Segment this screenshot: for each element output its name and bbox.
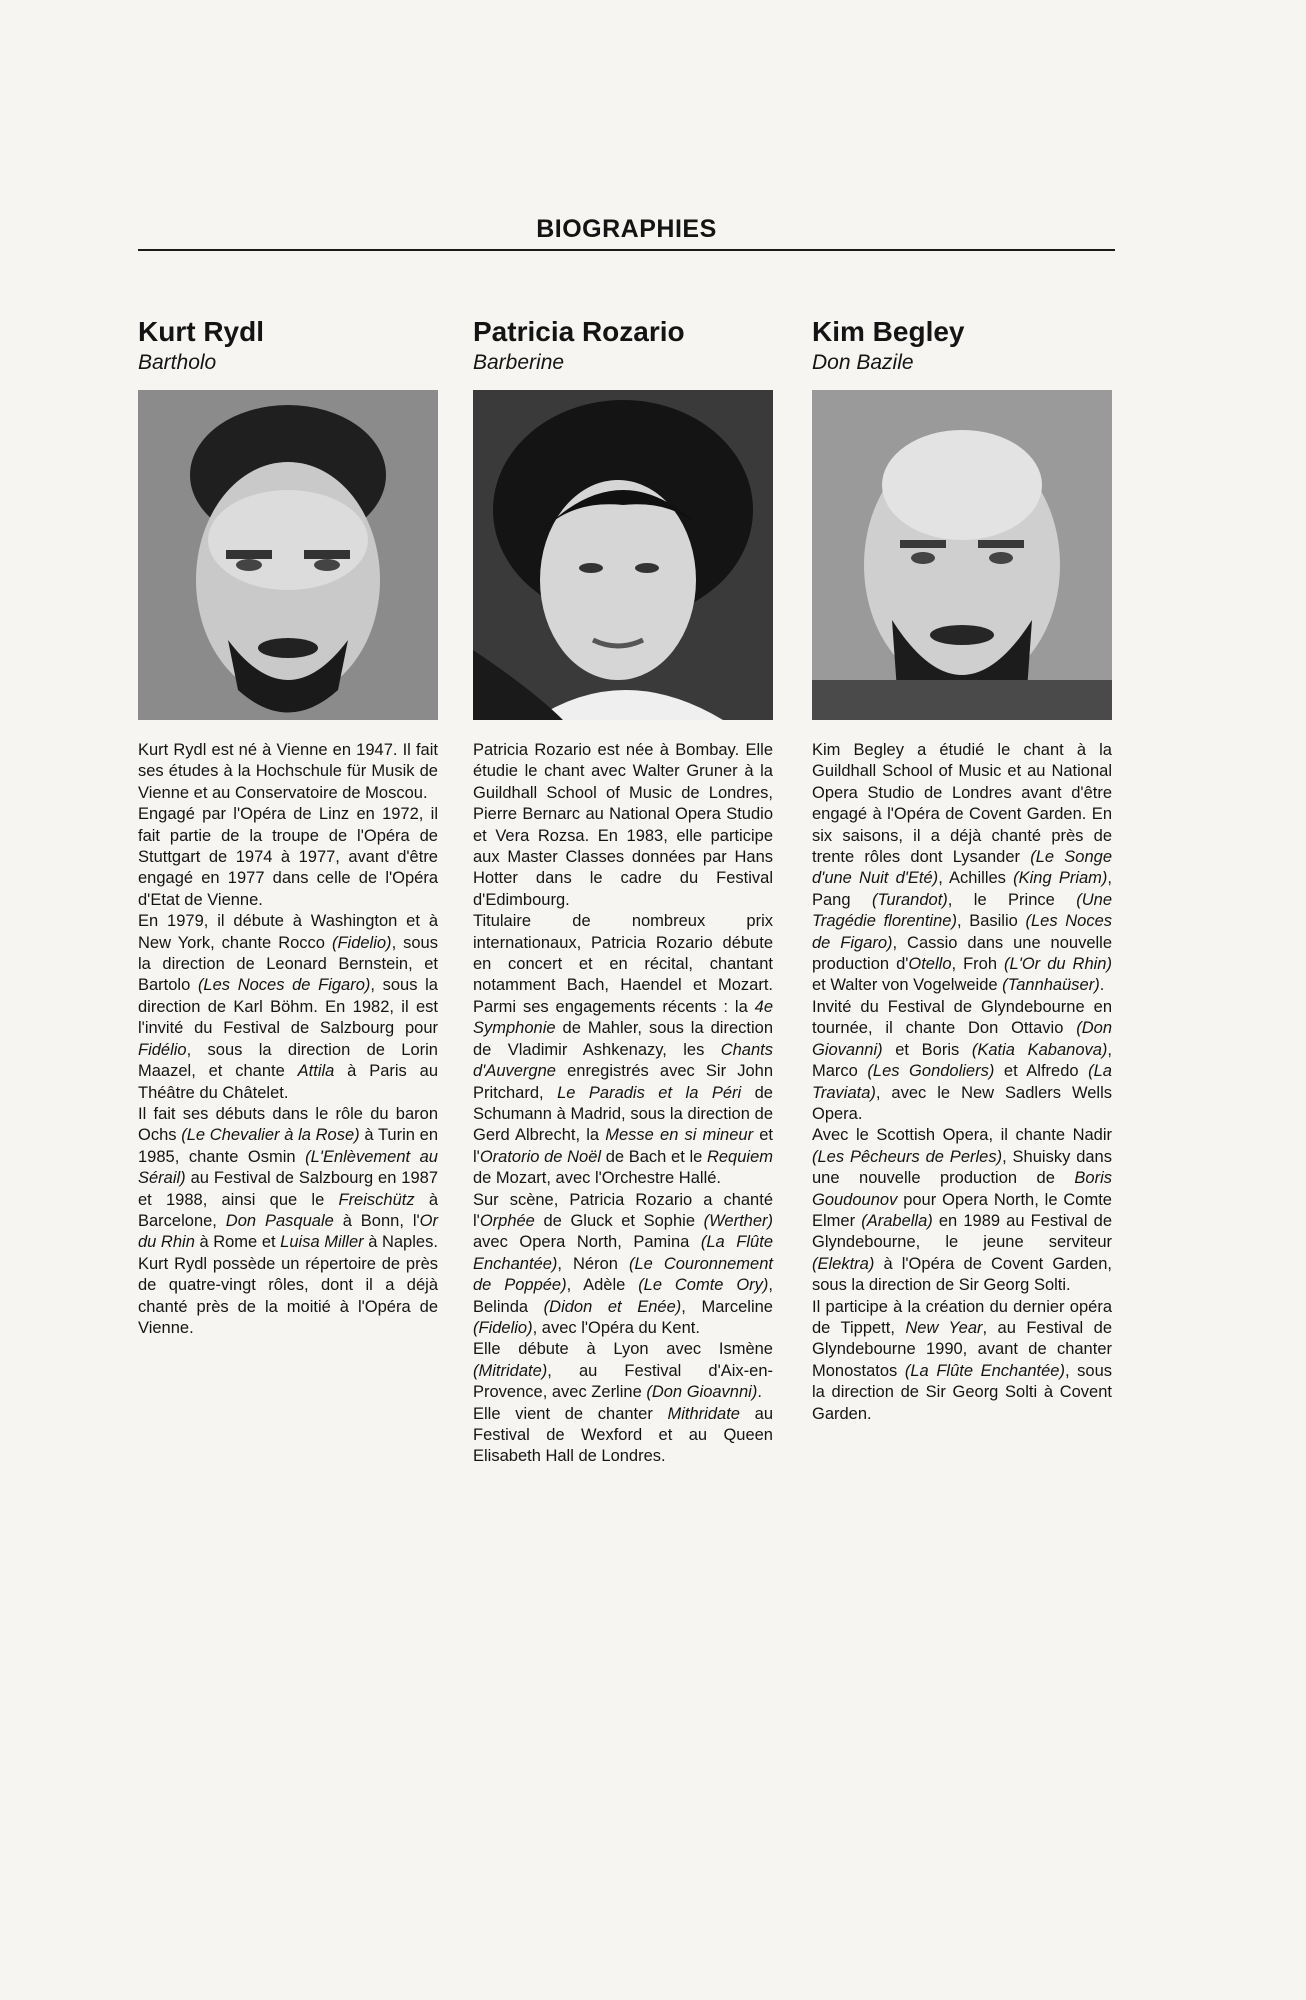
work-title: (Don Gioavnni)	[646, 1383, 758, 1402]
biography-column-kurt-rydl	[138, 316, 438, 1339]
work-title: (La Flûte Enchantée)	[904, 1361, 1065, 1380]
bio-paragraph	[473, 911, 773, 1189]
work-title: Or du Rhin	[138, 1211, 438, 1252]
work-title: (Fidelio)	[331, 933, 392, 952]
bio-text: Kim Begley a étudié le chant à la Guildhall School of Music et au National Opera Studio de Londres avant d'être engagé à l'Opéra de Covent Garden. En six saisons, il a déjà chanté près de trente rôles dont Lysander	[812, 741, 1112, 867]
work-title: (Le Songe d'une Nuit d'Eté)	[812, 848, 1112, 888]
bio-text: , sous la direction de Lorin Maazel, et chante	[138, 1040, 438, 1081]
bio-text: , Néron	[557, 1254, 629, 1273]
bio-text: et Alfredo	[994, 1062, 1089, 1081]
bio-text: , avec le New Sadlers Wells Opera.	[812, 1083, 1112, 1123]
bio-text: avec Opera North, Pamina	[473, 1233, 701, 1252]
bio-text: de Schumann à Madrid, sous la direction de Gerd Albrecht, la	[473, 1083, 773, 1145]
artist-name: Kurt Rydl	[138, 316, 264, 347]
bio-text: , au Festival d'Aix-en-Provence, avec Zerline	[473, 1361, 773, 1402]
artist-biography	[473, 740, 773, 1468]
work-title: Le Paradis et la Péri	[557, 1083, 742, 1102]
work-title: (Don Giovanni)	[812, 1019, 1112, 1059]
bio-text: et Boris	[882, 1040, 972, 1059]
bio-text: Avec le Scottish Opera, il chante Nadir	[812, 1126, 1112, 1145]
bio-text: de Mahler, sous la direction de Vladimir Ashkenazy, les	[473, 1019, 773, 1059]
artist-portrait-photo	[473, 390, 773, 720]
bio-text: Titulaire de nombreux prix internationaux, Patricia Rozario débute en concert et en récital, chantant notamment Bach, Haendel et Mozart. Parmi ses engagements récents : la	[473, 912, 773, 1016]
bio-text: .	[757, 1383, 762, 1402]
bio-paragraph	[812, 740, 1112, 997]
bio-text: Kurt Rydl est né à Vienne en 1947. Il fait ses études à la Hochschule für Musik de Vienne et au Conservatoire de Moscou.	[138, 741, 438, 802]
work-title: Requiem	[706, 1147, 773, 1166]
bio-text: Elle vient de chanter	[473, 1404, 668, 1423]
work-title: Don Pasquale	[225, 1211, 334, 1230]
bio-text: , Shuisky dans une nouvelle production de	[812, 1147, 1112, 1188]
work-title: 4e Symphonie	[473, 997, 773, 1038]
bio-text: en 1989 au Festival de Glyndebourne, le jeune serviteur	[812, 1211, 1112, 1252]
artist-role: Don Bazile	[812, 351, 914, 374]
bio-text: pour Opera North, le Comte Elmer	[812, 1190, 1112, 1230]
work-title: Freischütz	[338, 1190, 415, 1209]
bio-text: Elle débute à Lyon avec Ismène	[473, 1340, 773, 1359]
page-title: BIOGRAPHIES	[536, 215, 717, 243]
work-title: Chants d'Auvergne	[473, 1040, 773, 1081]
bio-text: Kurt Rydl possède un répertoire de près de quatre-vingt rôles, dont il a déjà chanté près de la moitié à l'Opéra de Vienne.	[138, 1254, 438, 1337]
bio-paragraph	[812, 1297, 1112, 1425]
work-title: (Didon et Enée)	[543, 1297, 682, 1316]
bio-text: Invité du Festival de Glyndebourne en tournée, il chante Don Ottavio	[812, 997, 1112, 1038]
bio-text: , avec l'Opéra du Kent.	[532, 1318, 700, 1337]
artist-biography	[812, 740, 1112, 1425]
artist-portrait-photo	[812, 390, 1112, 720]
artist-role: Bartholo	[138, 351, 217, 374]
work-title: Oratorio de Noël	[479, 1147, 602, 1166]
work-title: Boris Goudounov	[812, 1169, 1112, 1209]
bio-text: , Marceline	[681, 1297, 773, 1316]
bio-paragraph	[138, 1104, 438, 1254]
work-title: (Les Noces de Figaro)	[197, 976, 371, 995]
work-title: (Les Pêcheurs de Perles)	[812, 1147, 1003, 1166]
bio-text: et Walter von Vogelweide	[812, 976, 1003, 995]
biography-column-patricia-rozario	[473, 316, 773, 1468]
bio-paragraph	[473, 1339, 773, 1403]
artist-name: Kim Begley	[812, 316, 965, 347]
work-title: (Elektra)	[812, 1254, 875, 1273]
work-title: Luisa Miller	[280, 1233, 364, 1252]
bio-paragraph	[138, 1254, 438, 1340]
bio-text: , Pang	[812, 869, 1112, 909]
artist-biography	[138, 740, 438, 1339]
title-rule	[138, 249, 1115, 251]
bio-text: , Belinda	[473, 1276, 774, 1316]
work-title: Mithridate	[667, 1404, 740, 1423]
bio-text: , Basilio	[956, 912, 1026, 931]
bio-paragraph	[473, 1404, 773, 1468]
work-title: (Le Chevalier à la Rose)	[181, 1126, 360, 1145]
work-title: (La Traviata)	[812, 1062, 1112, 1102]
work-title: (Le Couronnement de Poppée)	[473, 1254, 773, 1295]
bio-text: Il participe à la création du dernier opéra de Tippett,	[812, 1297, 1112, 1337]
bio-text: Sur scène, Patricia Rozario a chanté l'	[473, 1190, 773, 1230]
bio-text: .	[1099, 976, 1105, 995]
bio-text: et l'	[473, 1126, 773, 1166]
bio-text: , Achilles	[938, 869, 1014, 888]
bio-text: , au Festival de Glyndebourne 1990, avant de chanter Monostatos	[812, 1318, 1113, 1380]
bio-paragraph	[812, 997, 1112, 1125]
bio-text: , sous la direction de Leonard Bernstein, et Bartolo	[138, 933, 438, 995]
bio-text: à Turin en 1985, chante Osmin	[138, 1126, 438, 1166]
bio-text: à Rome et	[194, 1233, 281, 1252]
work-title: (L'Or du Rhin)	[1004, 955, 1112, 974]
work-title: (L'Enlèvement au Sérail)	[138, 1147, 438, 1188]
work-title: Attila	[297, 1062, 335, 1081]
work-title: (Katia Kabanova)	[971, 1040, 1108, 1059]
work-title: Messe en si mineur	[605, 1126, 754, 1145]
artist-name: Patricia Rozario	[473, 316, 685, 347]
bio-text: à Barcelone,	[138, 1190, 438, 1230]
bio-text: à Naples.	[363, 1233, 438, 1252]
bio-text: , sous la direction de Sir Georg Solti à Covent Garden.	[812, 1361, 1113, 1423]
bio-text: de Gluck et Sophie	[534, 1211, 704, 1230]
work-title: (La Flûte Enchantée)	[473, 1233, 773, 1273]
bio-text: à Bonn, l'	[333, 1211, 420, 1230]
work-title: (King Priam)	[1013, 869, 1108, 888]
bio-text: , Cassio dans une nouvelle production d'	[812, 933, 1113, 974]
bio-text: En 1979, il débute à Washington et à New York, chante Rocco	[138, 912, 438, 952]
bio-text: Engagé par l'Opéra de Linz en 1972, il fait partie de la troupe de l'Opéra de Stuttgart de 1974 à 1977, avant d'être engagé en 1977 dans celle de l'Opéra d'Etat de Vienne.	[138, 805, 438, 909]
work-title: (Le Comte Ory)	[638, 1276, 769, 1295]
bio-paragraph	[473, 740, 773, 911]
work-title: (Les Gondoliers)	[867, 1062, 995, 1081]
work-title: (Fidelio)	[473, 1318, 533, 1337]
work-title: (Une Tragédie florentine)	[812, 890, 1113, 931]
bio-text: Patricia Rozario est née à Bombay. Elle étudie le chant avec Walter Gruner à la Guildhall School of Music de Londres, Pierre Bernarc au National Opera Studio et Vera Rozsa. En 1983, elle participe aux Master Classes données par Hans Hotter dans le cadre du Festival d'Edimbourg.	[473, 741, 773, 909]
bio-text: à l'Opéra de Covent Garden, sous la direction de Sir Georg Solti.	[812, 1254, 1112, 1295]
work-title: New Year	[905, 1318, 983, 1337]
biography-column-kim-begley	[812, 316, 1112, 1425]
bio-text: , sous la direction de Karl Böhm. En 1982, il est l'invité du Festival de Salzbourg pour	[138, 976, 438, 1038]
work-title: Otello	[908, 955, 952, 974]
bio-text: , Froh	[951, 955, 1005, 974]
bio-text: enregistrés avec Sir John Pritchard,	[473, 1062, 773, 1102]
bio-paragraph	[812, 1125, 1112, 1296]
work-title: (Arabella)	[861, 1211, 933, 1230]
work-title: Fidélio	[138, 1040, 187, 1059]
bio-paragraph	[473, 1190, 773, 1340]
bio-text: Il fait ses débuts dans le rôle du baron Ochs	[138, 1104, 438, 1145]
work-title: Orphée	[479, 1211, 535, 1230]
bio-text: de Mozart, avec l'Orchestre Hallé.	[473, 1169, 721, 1188]
artist-portrait-photo	[138, 390, 438, 720]
work-title: (Turandot)	[871, 890, 948, 909]
bio-paragraph	[138, 804, 438, 911]
bio-paragraph	[138, 740, 438, 804]
work-title: (Tannhaüser)	[1002, 976, 1100, 995]
bio-text: au Festival de Salzbourg en 1987 et 1988, ainsi que le	[138, 1169, 438, 1209]
work-title: (Werther)	[703, 1211, 773, 1230]
bio-text: , Adèle	[566, 1276, 639, 1295]
work-title: (Mitridate)	[473, 1361, 548, 1380]
bio-paragraph	[138, 911, 438, 1104]
bio-text: de Bach et le	[601, 1147, 707, 1166]
bio-text: , le Prince	[947, 890, 1077, 909]
artist-role: Barberine	[473, 351, 565, 374]
bio-text: à Paris au Théâtre du Châtelet.	[138, 1062, 439, 1102]
bio-text: , Marco	[812, 1040, 1113, 1081]
bio-text: au Festival de Wexford et au Queen Elisabeth Hall de Londres.	[473, 1404, 774, 1466]
work-title: (Les Noces de Figaro)	[812, 912, 1113, 952]
